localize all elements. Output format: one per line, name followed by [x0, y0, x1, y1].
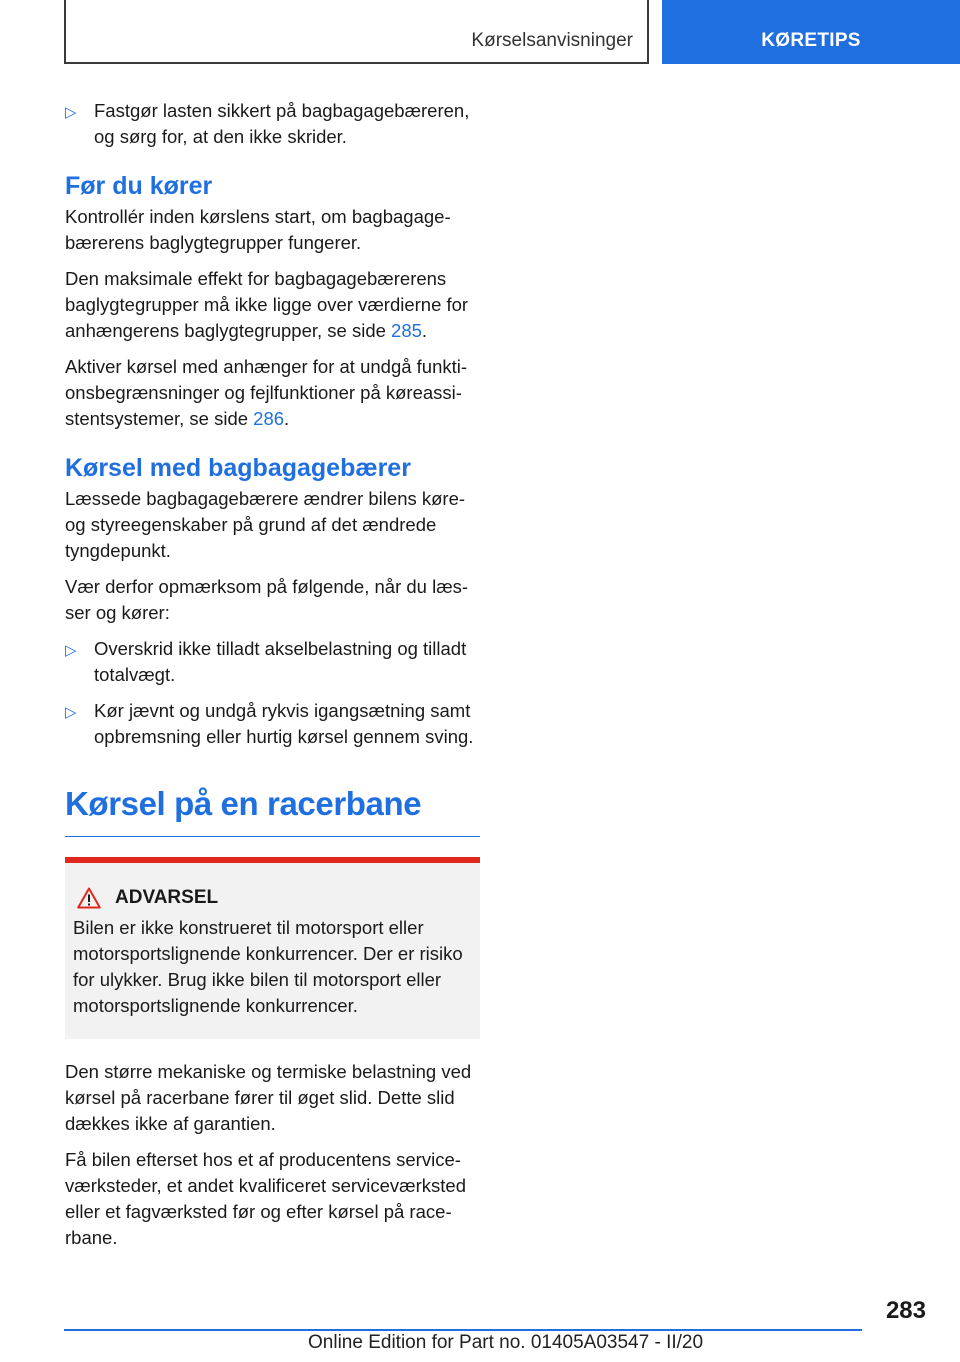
footer-divider: [64, 1329, 862, 1331]
paragraph: Den større mekaniske og termiske belastning ved kørsel på racerbane fører til øget slid. Dette slid dækkes ikke af garantien.: [65, 1061, 472, 1134]
list-item: [65, 98, 480, 150]
bullet-text: Kør jævnt og undgå rykvis igangsætning samt opbremsning eller hurtig kørsel gennem sving.: [94, 700, 474, 747]
paragraph-text: Aktiver kørsel med anhænger for at undgå funktionsbegrænsninger og fejlfunktioner på køreassistentsystemer, se side: [65, 356, 468, 429]
content-column: [65, 98, 480, 1261]
page-link-286[interactable]: 286: [253, 408, 285, 429]
footer-edition: Online Edition for Part no. 01405A03547 - II/20: [308, 1332, 704, 1353]
heading-rear-carrier: Kørsel med bagbagagebærer: [65, 454, 411, 482]
paragraph-text: Den maksimale effekt for bagbagagebærerens baglygtegrupper må ikke ligge over værdierne for anhængerens baglygtegrupper, se side: [65, 268, 469, 341]
warning-title: ADVARSEL: [115, 887, 219, 908]
warning-triangle-icon: [77, 887, 101, 909]
warning-box: [65, 857, 480, 1039]
header-section-title: Kørselsanvisninger: [471, 30, 633, 51]
paragraph: Få bilen efterset hos et af producentens serviceværksteder, et andet kvalificeret serviceværksted eller et fagværksted før og efter kørsel på racerbane.: [65, 1149, 466, 1248]
list-item: [65, 636, 480, 688]
triangle-bullet-icon: ▷: [65, 704, 77, 721]
warning-header: [73, 885, 472, 911]
warning-text: Bilen er ikke konstrueret til motorsport eller motorsportslignende konkurrencer. Der er risiko for ulykker. Brug ikke bilen til motorsport eller motorsportslignende konkurrencer.: [73, 917, 463, 1016]
bullet-text: Fastgør lasten sikkert på bagbagagebæreren, og sørg for, at den ikke skrider.: [94, 100, 470, 147]
paragraph: Den maksimale effekt for bagbagagebærerens baglygtegrupper må ikke ligge over værdierne for anhængerens baglygtegrupper, se side 285.: [65, 268, 469, 341]
heading-race-track: Kørsel på en racerbane: [65, 782, 480, 837]
header-section-box: [64, 0, 649, 64]
paragraph: Kontrollér inden kørslens start, om bagbagagebærerens baglygtegrupper fungerer.: [65, 206, 451, 253]
bullet-text: Overskrid ikke tilladt akselbelastning og tilladt totalvægt.: [94, 638, 467, 685]
paragraph: Læssede bagbagagebærere ændrer bilens køre- og styreegenskaber på grund af det ændrede tyngdepunkt.: [65, 488, 466, 561]
paragraph: Aktiver kørsel med anhænger for at undgå funktionsbegrænsninger og fejlfunktioner på køreassistentsystemer, se side 286.: [65, 356, 468, 429]
triangle-bullet-icon: ▷: [65, 642, 77, 659]
paragraph: Vær derfor opmærksom på følgende, når du læsser og kører:: [65, 576, 469, 623]
heading-before-driving: Før du kører: [65, 172, 213, 200]
header-chapter-title: KØRETIPS: [761, 30, 861, 51]
triangle-bullet-icon: ▷: [65, 104, 77, 121]
page-number: 283: [885, 1297, 926, 1324]
header-chapter-tab[interactable]: [662, 0, 960, 64]
page-link-285[interactable]: 285: [391, 320, 422, 341]
list-item: [65, 698, 480, 750]
